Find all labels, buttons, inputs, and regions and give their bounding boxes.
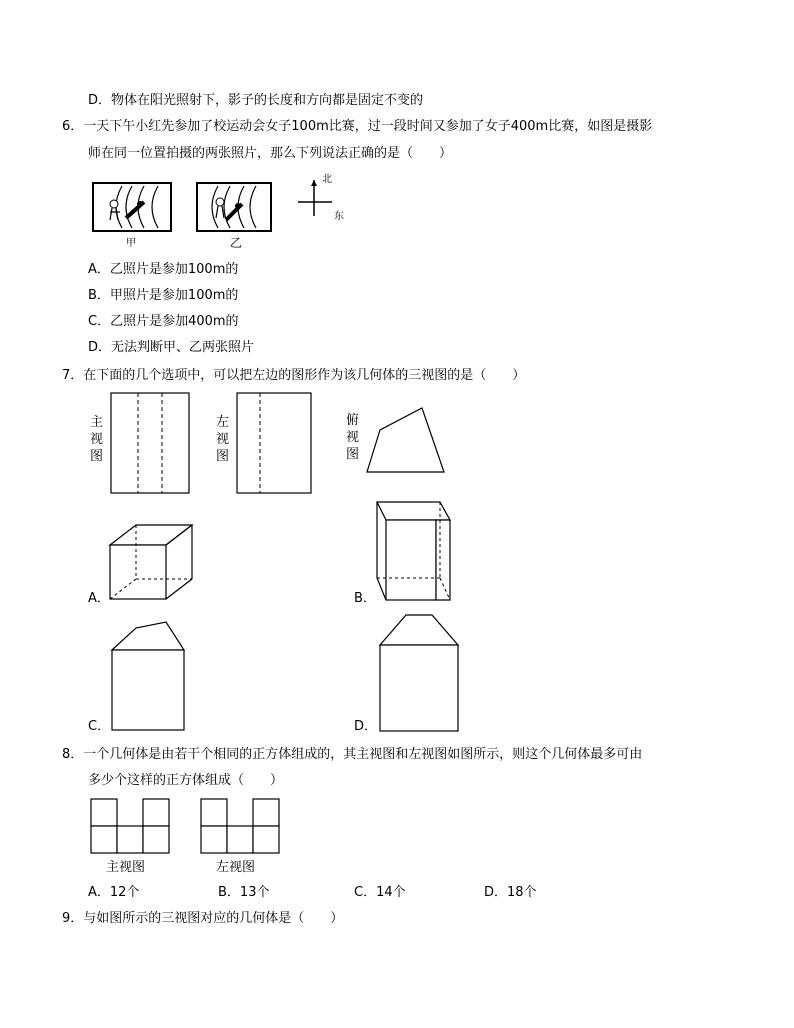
q9-stem: 9．与如图所示的三视图对应的几何体是（ ） [62,911,344,926]
q8-option-a[interactable]: A．12个 [88,885,140,900]
q7-option-d[interactable]: D． [354,719,378,734]
q7-left-view [236,392,312,494]
q8-left-view [200,798,280,854]
q7-option-c[interactable]: C． [88,719,111,734]
q6-compass-east: 东 [334,211,344,222]
q6-stem-line2: 师在同一位置拍摄的两张照片，那么下列说法正确的是（ ） [88,146,453,161]
q7-front-view-label: 主视图 [90,415,104,464]
q7-left-view-label: 左视图 [216,415,230,464]
q7-top-view-label: 俯视图 [346,413,360,462]
q6-option-c: C．乙照片是参加400m的 [88,314,239,329]
q6-compass-icon [298,178,338,218]
q8-front-view-label: 主视图 [106,860,146,875]
q6-option-a: A．乙照片是参加100m的 [88,262,239,277]
q6-stem-line1: 6．一天下午小红先参加了校运动会女子100m比赛，过一段时间又参加了女子400m比赛，如图是摄影 [62,119,653,134]
q7-option-b[interactable]: B． [354,591,376,606]
q6-photo-jia-label: 甲 [126,238,136,249]
q7-option-c-figure [110,620,186,732]
q7-option-b-figure [374,500,454,602]
q7-option-d-figure [378,613,460,733]
q6-option-d: D．无法判断甲、乙两张照片 [88,340,255,355]
q7-stem: 7．在下面的几个选项中，可以把左边的图形作为该几何体的三视图的是（ ） [62,368,526,383]
q7-option-a[interactable]: A． [88,591,110,606]
q8-option-b[interactable]: B．13个 [218,885,270,900]
q5-option-d: D．物体在阳光照射下，影子的长度和方向都是固定不变的 [88,93,424,108]
q7-top-view [366,406,446,472]
q8-stem-line2: 多少个这样的正方体组成（ ） [88,773,284,788]
q7-option-a-figure [108,523,194,601]
q8-stem-line1: 8．一个几何体是由若干个相同的正方体组成的，其主视图和左视图如图所示，则这个几何体最多可由 [62,747,643,762]
q6-photo-jia [92,182,172,232]
q8-option-c[interactable]: C．14个 [354,885,406,900]
q6-option-b: B．甲照片是参加100m的 [88,288,239,303]
q8-option-d[interactable]: D．18个 [484,885,537,900]
q6-photo-yi-label: 乙 [230,236,243,250]
q8-left-view-label: 左视图 [216,860,256,875]
q8-front-view [90,798,170,854]
q7-front-view [110,392,190,494]
q6-compass-north: 北 [322,174,332,185]
q6-photo-yi [196,182,272,232]
